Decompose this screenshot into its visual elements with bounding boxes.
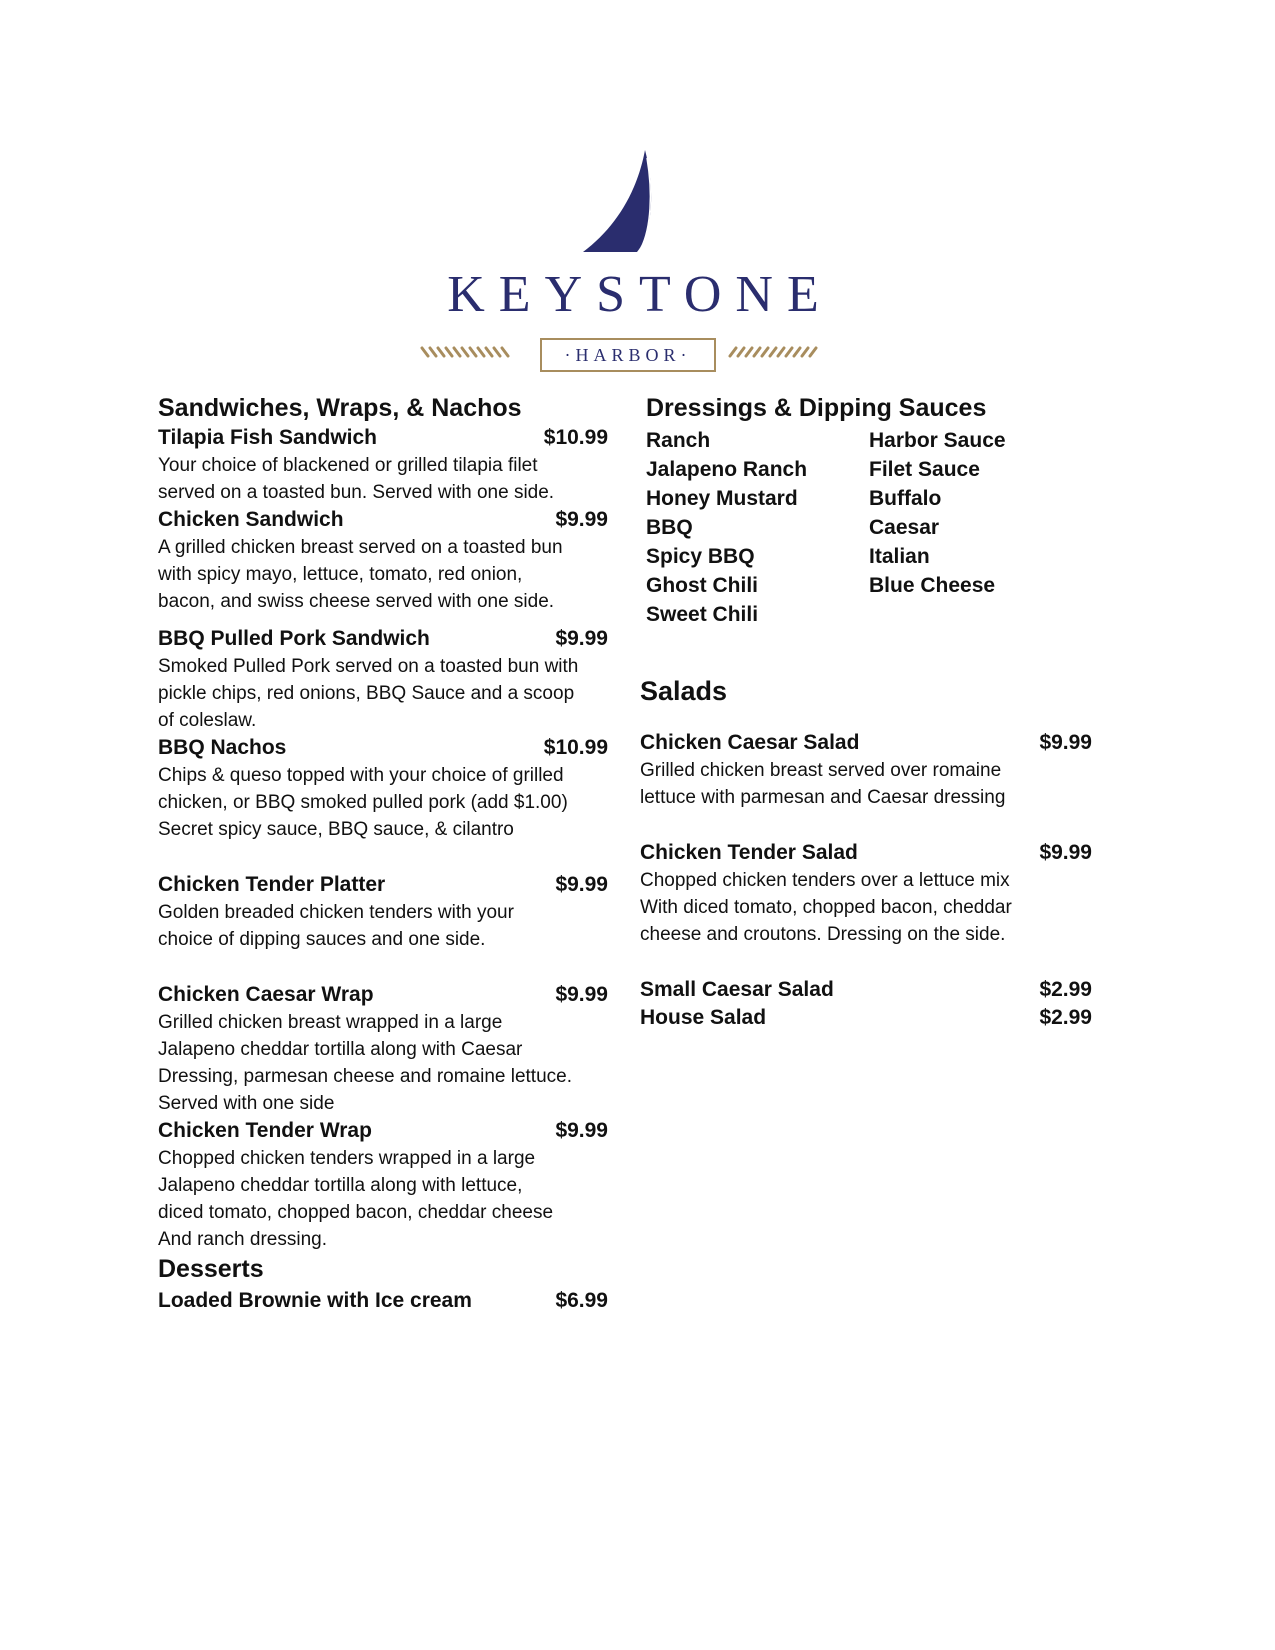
spacer [640,707,1092,729]
sauce-item: Ranch [646,429,711,452]
sauce-column [646,426,869,629]
item-desc-line: Grilled chicken breast served over romaine [640,760,1002,781]
spacer [640,811,1092,839]
sauce-list [640,426,1092,629]
item-name: Chicken Sandwich [158,508,344,531]
item-desc-line: Grilled chicken breast wrapped in a large [158,1012,503,1033]
sauce-item: Blue Cheese [869,574,996,597]
right-column [640,392,1092,1032]
sail-icon [575,148,675,258]
item-desc-line: Chips & queso topped with your choice of grilled [158,765,564,786]
item-price: $6.99 [555,1289,608,1312]
menu-item-row [158,424,608,452]
menu-item-row [158,1117,608,1145]
item-price: $9.99 [555,983,608,1006]
item-desc-line: bacon, and swiss cheese served with one side. [158,591,555,612]
sauce-item: Honey Mustard [646,487,798,510]
spacer [158,953,608,981]
item-desc-line: with spicy mayo, lettuce, tomato, red onion, [158,564,523,585]
menu-item-row [158,981,608,1009]
menu-item-row [158,871,608,899]
rope-left-icon [420,345,510,359]
item-name: Chicken Tender Platter [158,873,386,896]
sauce-item: Spicy BBQ [646,545,755,568]
menu-item-row [158,734,608,762]
item-price: $9.99 [1039,841,1092,864]
item-name: Loaded Brownie with Ice cream [158,1289,472,1312]
item-name: Chicken Caesar Salad [640,731,860,754]
item-desc-line: Chopped chicken tenders over a lettuce mix [640,870,1010,891]
sauce-item: Harbor Sauce [869,429,1006,452]
section-title-desserts: Desserts [158,1255,264,1283]
section-title-salads: Salads [640,676,728,706]
item-desc-line: diced tomato, chopped bacon, cheddar cheese [158,1202,554,1223]
item-desc-line: Secret spicy sauce, BBQ sauce, & cilantro [158,819,514,840]
sauce-item: Ghost Chili [646,574,758,597]
item-price: $2.99 [1039,1006,1092,1029]
item-desc-line: Jalapeno cheddar tortilla along with Caesar [158,1039,523,1060]
item-desc-line: of coleslaw. [158,710,257,731]
sauce-item: Filet Sauce [869,458,980,481]
item-price: $10.99 [543,736,608,759]
item-desc-line: With diced tomato, chopped bacon, cheddar [640,897,1012,918]
item-desc-line: chicken, or BBQ smoked pulled pork (add $1.00) [158,792,568,813]
item-name: Tilapia Fish Sandwich [158,426,377,449]
item-name: BBQ Nachos [158,736,287,759]
item-name: Chicken Tender Wrap [158,1119,372,1142]
item-desc-line: cheese and croutons. Dressing on the side. [640,924,1006,945]
item-desc-line: A grilled chicken breast served on a toasted bun [158,537,563,558]
item-price: $9.99 [555,627,608,650]
sauce-item: Italian [869,545,930,568]
brand-name: KEYSTONE [447,266,833,323]
sauce-item: Sweet Chili [646,603,759,626]
menu-item-row [158,1287,608,1315]
item-price: $9.99 [555,508,608,531]
sauce-item: Caesar [869,516,940,539]
sauce-item: Jalapeno Ranch [646,458,808,481]
item-desc-line: pickle chips, red onions, BBQ Sauce and a scoop [158,683,575,704]
spacer [158,615,608,625]
item-desc-line: served on a toasted bun. Served with one side. [158,482,555,503]
item-price: $9.99 [1039,731,1092,754]
rope-right-icon [728,345,818,359]
item-name: Small Caesar Salad [640,978,834,1001]
brand-logo [420,140,860,380]
menu-item-row [640,839,1092,867]
item-price: $10.99 [543,426,608,449]
item-price: $2.99 [1039,978,1092,1001]
item-desc-line: lettuce with parmesan and Caesar dressing [640,787,1006,808]
sauce-item: BBQ [646,516,693,539]
item-desc-line: choice of dipping sauces and one side. [158,929,486,950]
spacer [158,843,608,871]
item-price: $9.99 [555,1119,608,1142]
item-name: Chicken Tender Salad [640,841,858,864]
item-name: Chicken Caesar Wrap [158,983,374,1006]
section-title-sauces: Dressings & Dipping Sauces [646,394,987,422]
item-desc-line: Dressing, parmesan cheese and romaine lettuce. [158,1066,573,1087]
left-column [158,392,608,1315]
menu-item-row [158,506,608,534]
item-desc-line: And ranch dressing. [158,1229,327,1250]
menu-item-row [640,1004,1092,1032]
sauce-item: Buffalo [869,487,942,510]
item-desc-line: Chopped chicken tenders wrapped in a large [158,1148,536,1169]
spacer [640,948,1092,976]
section-title-sandwiches: Sandwiches, Wraps, & Nachos [158,394,522,422]
menu-item-row [640,729,1092,757]
item-desc-line: Smoked Pulled Pork served on a toasted bun with [158,656,579,677]
sauce-column [869,426,1092,629]
brand-sub: ·HARBOR· [564,344,692,365]
brand-sub-box [540,338,716,372]
item-desc-line: Your choice of blackened or grilled tilapia filet [158,455,538,476]
item-desc-line: Jalapeno cheddar tortilla along with lettuce, [158,1175,523,1196]
item-desc-line: Served with one side [158,1093,335,1114]
item-name: House Salad [640,1006,767,1029]
item-name: BBQ Pulled Pork Sandwich [158,627,430,650]
menu-item-row [640,976,1092,1004]
item-desc-line: Golden breaded chicken tenders with your [158,902,514,923]
menu-item-row [158,625,608,653]
item-price: $9.99 [555,873,608,896]
